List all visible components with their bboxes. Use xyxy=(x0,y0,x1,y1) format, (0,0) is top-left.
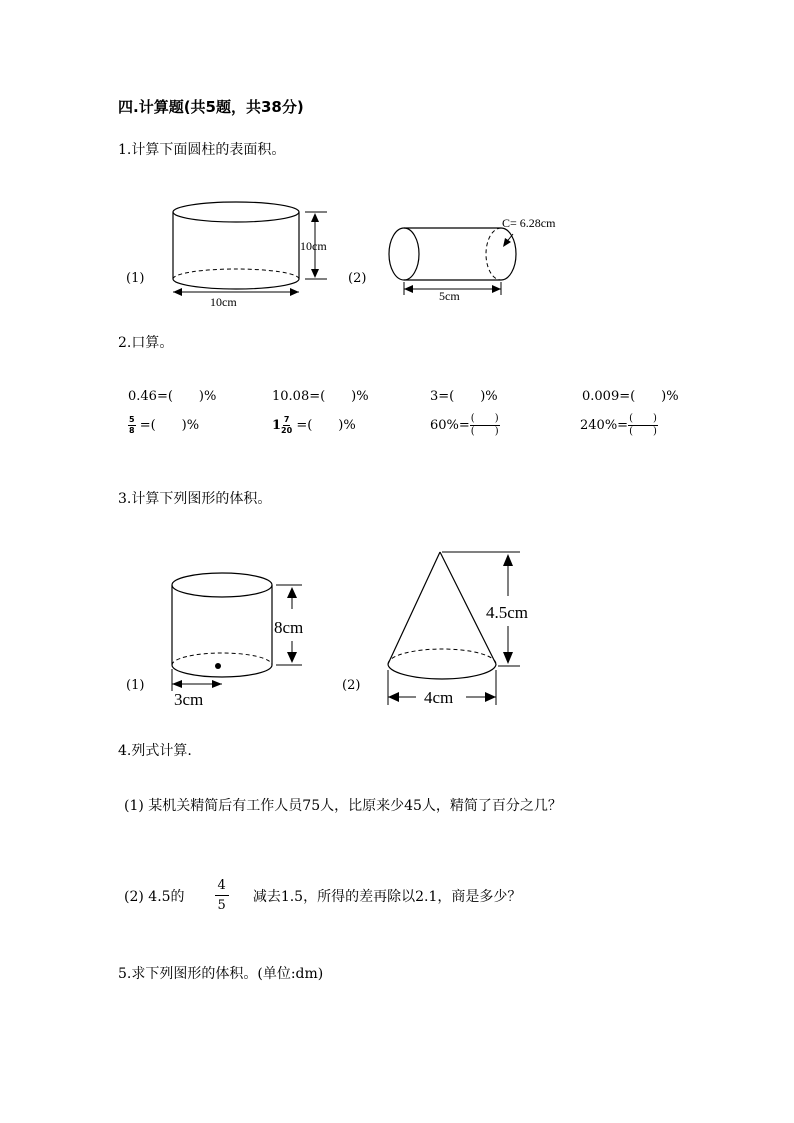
q3-label-1: (1) xyxy=(126,678,145,693)
question-5-text: 5.求下列图形的体积。(单位:dm) xyxy=(118,966,324,982)
q3-fig1-radius-label: 3cm xyxy=(174,690,204,709)
q1-label-1: (1) xyxy=(126,271,145,286)
q2-item-2: 10.08=( )% xyxy=(272,389,369,404)
q2-blank-fraction-7: $\frac{( )}{( )}$ xyxy=(470,413,499,437)
q1-fig2-length-label: 5cm xyxy=(439,289,460,303)
q4-problem-1: (1) 某机关精简后有工作人员75人，比原来少45人，精简了百分之几？ xyxy=(124,798,562,814)
question-1-text: 1.计算下面圆柱的表面积。 xyxy=(118,142,286,158)
q3-label-2: (2) xyxy=(342,678,361,693)
q2-item-8: 240%= $\frac{( )}{( )}$ xyxy=(580,413,657,437)
q2-item-1: 0.46=( )% xyxy=(128,389,217,404)
question-3-text: 3.计算下列图形的体积。 xyxy=(118,491,272,507)
q2-blank-fraction-8: $\frac{( )}{( )}$ xyxy=(629,413,657,437)
q3-fig2-diameter-label: 4cm xyxy=(424,688,454,707)
q3-fig1-height-label: 8cm xyxy=(274,618,304,637)
q4-fraction-4-5: $\frac{4}{5}$ xyxy=(215,879,229,912)
q3-figure-2-cone xyxy=(380,540,560,715)
section-title: 四.计算题(共5题，共38分) xyxy=(118,98,304,116)
q2-mixed-fraction: $\frac{7}{20}$ xyxy=(281,415,293,435)
q3-fig2-height-label: 4.5cm xyxy=(486,603,529,622)
q1-fig1-diameter-label: 10cm xyxy=(210,295,237,309)
q2-item-6: 1 $\frac{7}{20}$ =( )% xyxy=(272,415,356,435)
q1-fig2-circumference-label: C= 6.28cm xyxy=(502,216,556,230)
q1-figure-2-cylinder xyxy=(385,210,585,310)
q1-figure-1-cylinder xyxy=(160,195,340,310)
q2-item-4: 0.009=( )% xyxy=(582,389,679,404)
question-4-text: 4.列式计算. xyxy=(118,743,192,759)
q2-fraction-5-8: $\frac{5}{8}$ xyxy=(129,415,135,435)
q4-problem-2: (2) 4.5的 $\frac{4}{5}$ 减去1.5，所得的差再除以2.1，商是多少？ xyxy=(124,878,522,913)
q2-item-3: 3=( )% xyxy=(430,389,498,404)
q1-fig1-height-label: 10cm xyxy=(300,239,327,253)
q1-label-2: (2) xyxy=(348,271,367,286)
q3-figure-1-cylinder xyxy=(160,565,320,715)
question-2-text: 2.口算。 xyxy=(118,335,174,351)
q2-item-7: 60%= $\frac{( )}{( )}$ xyxy=(430,413,499,437)
q2-item-5: $\frac{5}{8}$ =( )% xyxy=(129,415,200,435)
